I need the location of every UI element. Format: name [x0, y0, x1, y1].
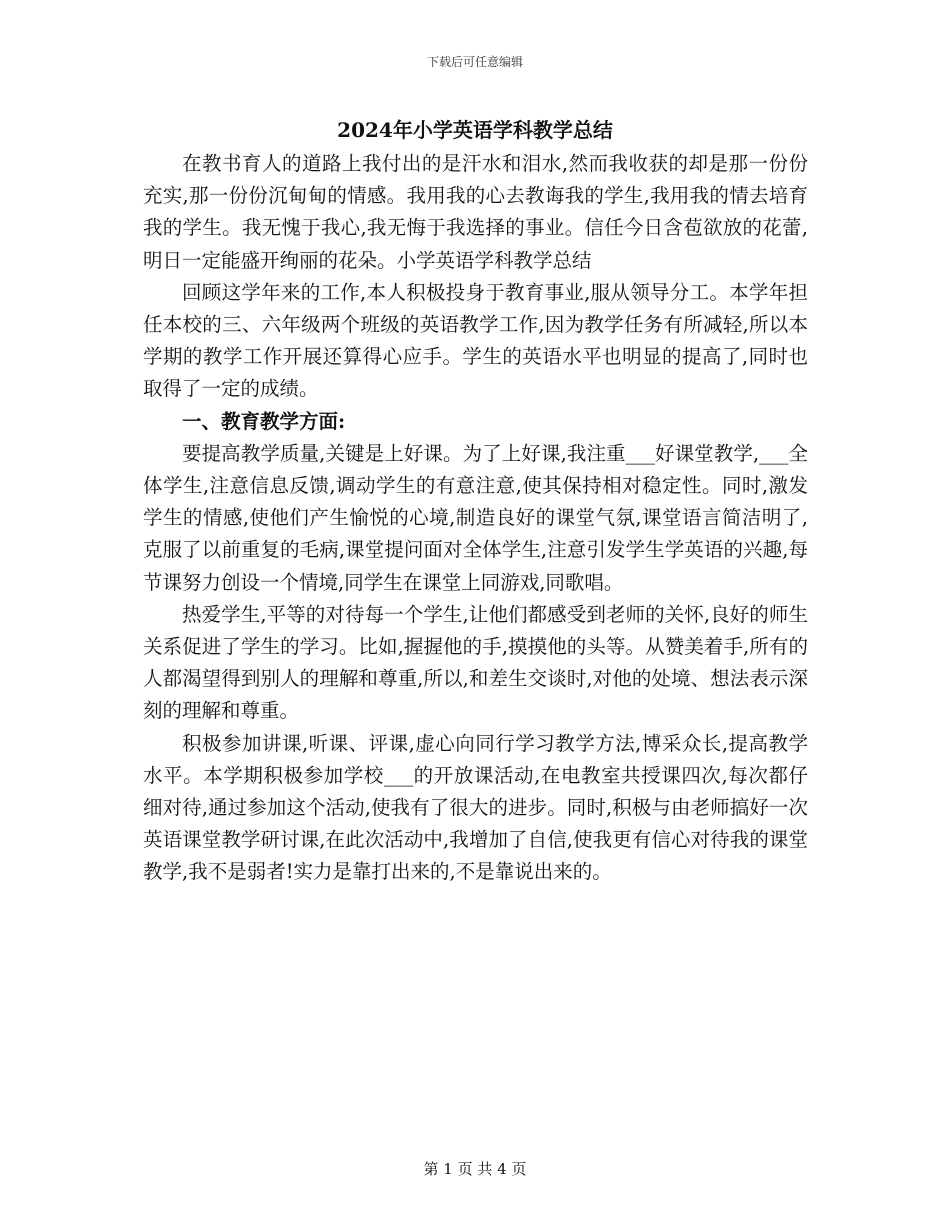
document-body [143, 148, 808, 889]
page-footer: 第 1 页 共 4 页 [423, 1160, 527, 1178]
paragraph: 要提高教学质量,关键是上好课。为了上好课,我注重___好课堂教学,___全体学生,注意信息反馈,调动学生的有意注意,使其保持相对稳定性。同时,激发学生的情感,使他们产生愉悦的心境,制造良好的课堂气氛,课堂语言简洁明了,克服了以前重复的毛病,课堂提问面对全体学生,注意引发学生学英语的兴趣,每节课努力创设一个情境,同学生在课堂上同游戏,同歌唱。 [143, 441, 808, 594]
header-note: 下载后可任意编辑 [426, 55, 523, 69]
section-heading: 一、教育教学方面: [182, 409, 346, 433]
paragraph: 在教书育人的道路上我付出的是汗水和泪水,然而我收获的却是那一份份充实,那一份份沉甸甸的情感。我用我的心去教诲我的学生,我用我的情去培育我的学生。我无愧于我心,我无悔于我选择的事业。信任今日含苞欲放的花蕾,明日一定能盛开绚丽的花朵。小学英语学科教学总结 [143, 152, 808, 272]
paragraph: 回顾这学年来的工作,本人积极投身于教育事业,服从领导分工。本学年担任本校的三、六年级两个班级的英语教学工作,因为教学任务有所减轻,所以本学期的教学工作开展还算得心应手。学生的英语水平也明显的提高了,同时也取得了一定的成绩。 [143, 280, 808, 401]
document-title: 2024年小学英语学科教学总结 [337, 118, 613, 142]
paragraph: 积极参加讲课,听课、评课,虚心向同行学习教学方法,博采众长,提高教学水平。本学期积极参加学校___的开放课活动,在电教室共授课四次,每次都仔细对待,通过参加这个活动,使我有了很大的进步。同时,积极与由老师搞好一次英语课堂教学研讨课,在此次活动中,我增加了自信,使我更有信心对待我的课堂教学,我不是弱者!实力是靠打出来的,不是靠说出来的。 [143, 731, 808, 884]
paragraph: 热爱学生,平等的对待每一个学生,让他们都感受到老师的关怀,良好的师生关系促进了学生的学习。比如,握握他的手,摸摸他的头等。从赞美着手,所有的人都渴望得到别人的理解和尊重,所以,和差生交谈时,对他的处境、想法表示深刻的理解和尊重。 [143, 602, 808, 723]
